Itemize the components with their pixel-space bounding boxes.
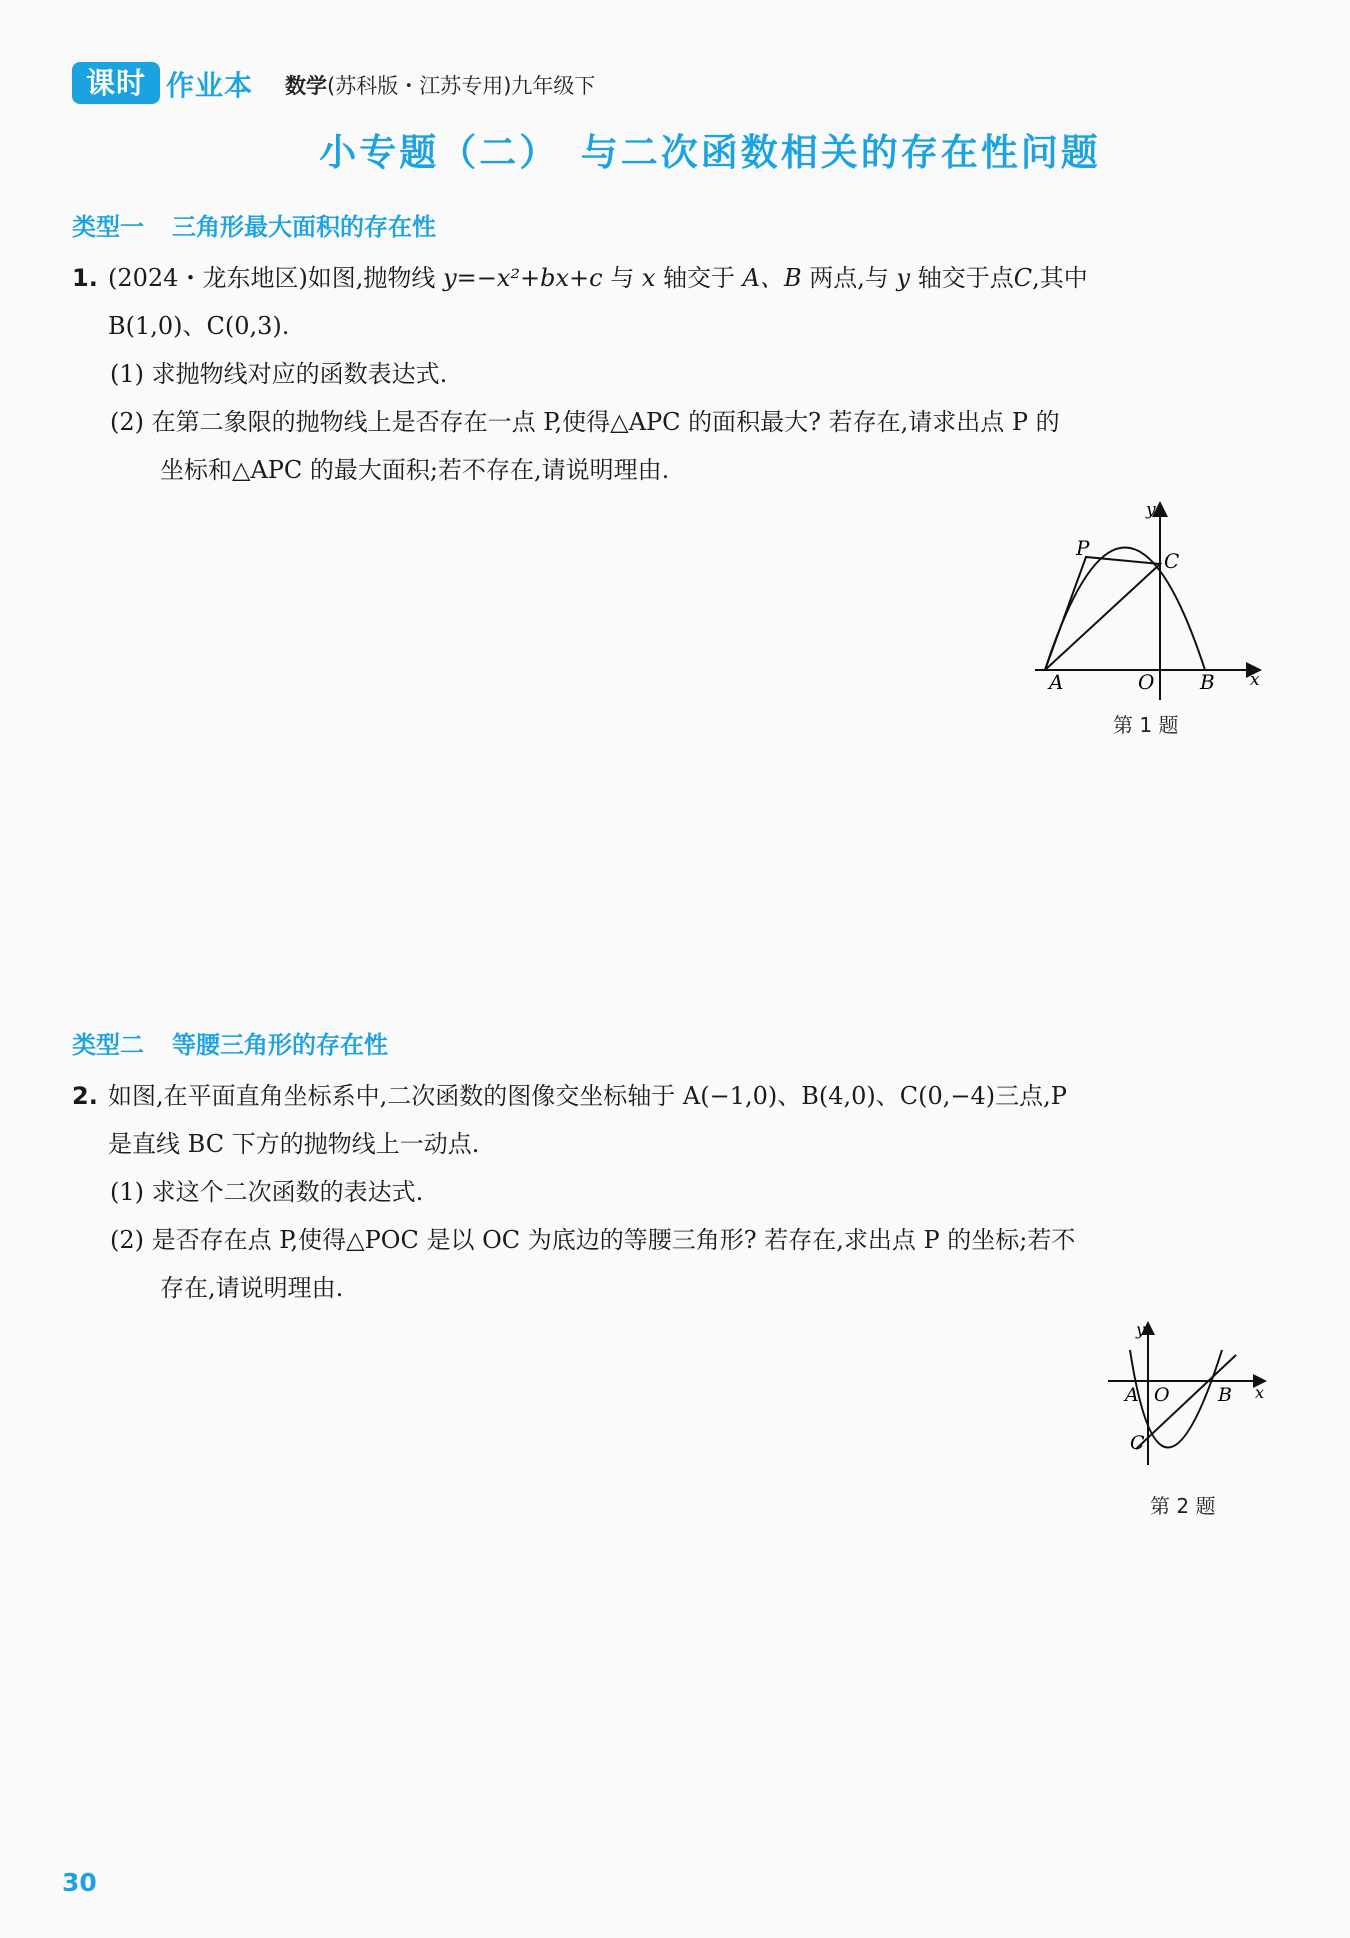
- text-run: 轴交于点: [910, 264, 1014, 292]
- label-o: O: [1154, 1384, 1170, 1406]
- edition-label: (苏科版・江苏专用)九年级下: [327, 74, 596, 98]
- question-text-line: [108, 254, 1088, 302]
- math-var: y: [896, 264, 911, 292]
- sub-question-2: (2) 在第二象限的抛物线上是否存在一点 P,使得△APC 的面积最大? 若存在,请求出点 P 的: [110, 408, 1060, 436]
- label-a: A: [1049, 670, 1064, 694]
- label-a: A: [1125, 1384, 1139, 1406]
- math-var: C: [1013, 264, 1033, 292]
- question-text-line: B(1,0)、C(0,3).: [108, 312, 290, 340]
- section-label: 类型二: [72, 1031, 144, 1059]
- section-name: 三角形最大面积的存在性: [172, 213, 436, 241]
- section-name: 等腰三角形的存在性: [172, 1031, 388, 1059]
- figure-1: [1020, 495, 1270, 705]
- label-b: B: [1200, 670, 1215, 694]
- section-heading-2: [72, 1025, 388, 1060]
- label-c: C: [1130, 1432, 1145, 1454]
- sub-question-1: (1) 求这个二次函数的表达式.: [110, 1178, 424, 1206]
- label-b: B: [1218, 1384, 1232, 1406]
- brand-name: 作业本: [166, 69, 254, 102]
- question-number: 1.: [72, 264, 98, 292]
- section-label: 类型一: [72, 213, 144, 241]
- label-o: O: [1138, 670, 1155, 694]
- page-title: 小专题（二） 与二次函数相关的存在性问题: [319, 130, 1101, 174]
- label-x: x: [1250, 670, 1260, 690]
- text-run: 两点,与: [801, 264, 897, 292]
- text-run: ,其中: [1032, 264, 1088, 292]
- math-var: A、B: [742, 264, 802, 292]
- label-c: C: [1164, 549, 1180, 573]
- brand-logo: 课时: [72, 62, 160, 104]
- sub-question-2-cont: 存在,请说明理由.: [160, 1274, 344, 1302]
- section-heading-1: [72, 207, 436, 242]
- label-y: y: [1146, 500, 1156, 520]
- triangle-apc: [1045, 557, 1160, 670]
- figure-caption-1: 第 1 题: [1113, 713, 1179, 737]
- text-run: 与: [602, 264, 642, 292]
- math-var: x: [641, 264, 656, 292]
- formula: y=−x²+bx+c: [443, 264, 603, 292]
- label-y: y: [1136, 1320, 1146, 1339]
- text-run: 轴交于: [655, 264, 743, 292]
- page-number: 30: [62, 1868, 97, 1897]
- question-text-line: 是直线 BC 下方的抛物线上一动点.: [108, 1130, 480, 1158]
- book-info: [285, 70, 595, 100]
- label-x: x: [1255, 1383, 1265, 1402]
- sub-question-1: (1) 求抛物线对应的函数表达式.: [110, 360, 448, 388]
- parabola: [1045, 548, 1205, 671]
- question-number: 2.: [72, 1082, 98, 1110]
- label-p: P: [1076, 536, 1090, 560]
- sub-question-2: (2) 是否存在点 P,使得△POC 是以 OC 为底边的等腰三角形? 若存在,求出点 P 的坐标;若不: [110, 1226, 1076, 1254]
- text-run: (2024・龙东地区)如图,抛物线: [108, 264, 444, 292]
- subject-label: 数学: [285, 74, 327, 98]
- figure-caption-2: 第 2 题: [1150, 1494, 1216, 1518]
- question-text-line: 如图,在平面直角坐标系中,二次函数的图像交坐标轴于 A(−1,0)、B(4,0)、C(0,−4)三点,P: [108, 1082, 1067, 1110]
- sub-question-2-cont: 坐标和△APC 的最大面积;若不存在,请说明理由.: [160, 456, 670, 484]
- figure-2: [1100, 1315, 1270, 1475]
